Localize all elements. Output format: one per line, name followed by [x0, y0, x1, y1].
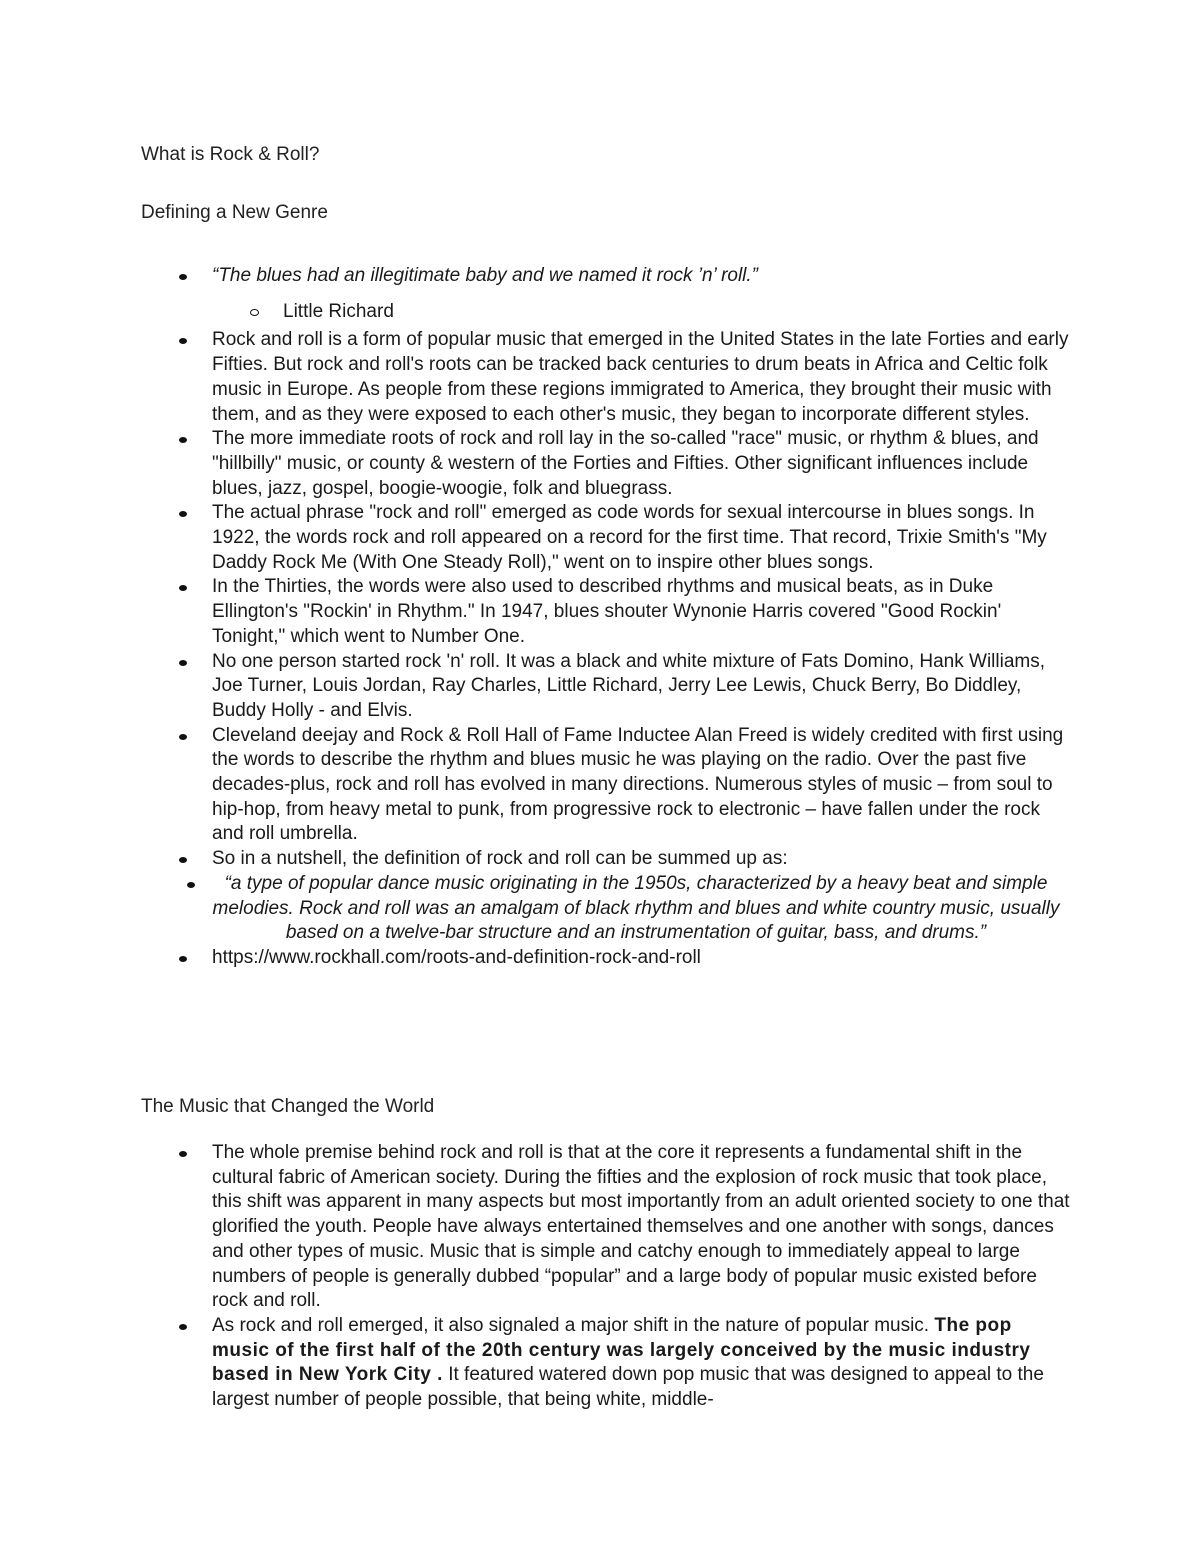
bullet-text: So in a nutshell, the definition of rock and roll can be summed up as: — [212, 848, 788, 870]
bullet-icon — [179, 1324, 187, 1330]
bullet-icon — [187, 882, 195, 888]
bullet-text: In the Thirties, the words were also used to described rhythms and musical beats, as in Duke Ellington's "Rockin' in Rhythm." In 1947, blues shouter Wynonie Harris covered "Good Rockin' Tonight," which went to Number One. — [212, 576, 1002, 647]
definition-text: “a type of popular dance music originating in the 1950s, characterized by a heavy beat and simple melodies. Rock and roll was an amalgam of black rhythm and blues and white country music, usually based on a twelve-bar structure and an instrumentation of guitar, bass, and drums.” — [212, 872, 1060, 944]
list-item-source — [0, 946, 1200, 971]
source-link[interactable]: https://www.rockhall.com/roots-and-definition-rock-and-roll — [212, 946, 701, 968]
section1-bullet-list — [0, 264, 1200, 971]
list-item-quote-author — [0, 300, 1200, 325]
list-item — [0, 427, 1200, 501]
bullet-text: The whole premise behind rock and roll is that at the core it represents a fundamental shift in the cultural fabric of American society. During the fifties and the explosion of rock music that took place, this shift was apparent in many aspects but most importantly from an adult oriented society to one that glorified the youth. People have always entertained themselves and one another with songs, dances and other types of music. Music that is simple and catchy enough to immediately appeal to large numbers of people is generally dubbed “popular” and a large body of popular music existed before rock and roll. — [212, 1142, 1070, 1312]
document-title: What is Rock & Roll? — [141, 144, 320, 165]
bullet-icon — [179, 338, 187, 344]
bullet-icon — [179, 1151, 187, 1157]
section-heading-music-changed: The Music that Changed the World — [141, 1096, 435, 1117]
bullet-icon — [179, 274, 187, 280]
bullet-text: Rock and roll is a form of popular music that emerged in the United States in the late Forties and early Fifties. But rock and roll's roots can be tracked back centuries to drum beats in Africa and Celtic folk music in Europe. As people from these regions immigrated to America, they brought their music with them, and as they were exposed to each other's music, they began to incorporate different styles. — [212, 329, 1069, 425]
bullet-icon — [179, 511, 187, 517]
bullet-text: The actual phrase "rock and roll" emerged as code words for sexual intercourse in blues songs. In 1922, the words rock and roll appeared on a record for the first time. That record, Trixie Smith's "My Daddy Rock Me (With One Steady Roll)," went on to inspire other blues songs. — [212, 502, 1047, 573]
quote-author: Little Richard — [283, 300, 394, 322]
list-item — [0, 847, 1200, 872]
bullet-text-intro: As rock and roll emerged, it also signaled a major shift in the nature of popular music. — [212, 1314, 935, 1336]
hollow-bullet-icon — [250, 309, 259, 316]
list-item — [0, 328, 1200, 427]
list-item-quote — [0, 264, 1200, 289]
list-item — [0, 1314, 1200, 1413]
bullet-text: No one person started rock 'n' roll. It was a black and white mixture of Fats Domino, Hank Williams, Joe Turner, Louis Jordan, Ray Charles, Little Richard, Jerry Lee Lewis, Chuck Berry, Bo Diddley, Buddy Holly - and Elvis. — [212, 650, 1046, 721]
bullet-icon — [179, 437, 187, 443]
bullet-icon — [179, 734, 187, 740]
bullet-icon — [179, 660, 187, 666]
list-item — [0, 724, 1200, 848]
bullet-icon — [179, 956, 187, 962]
list-item — [0, 501, 1200, 575]
list-item — [0, 1141, 1200, 1314]
bullet-text: The more immediate roots of rock and roll lay in the so-called "race" music, or rhythm & blues, and "hillbilly" music, or county & western of the Forties and Fifties. Other significant influences include blues, jazz, gospel, boogie-woogie, folk and bluegrass. — [212, 428, 1039, 499]
section2-bullet-list — [0, 1141, 1200, 1413]
list-item — [0, 650, 1200, 724]
list-item — [0, 575, 1200, 649]
list-item-definition — [0, 872, 1200, 946]
section-heading-defining: Defining a New Genre — [141, 202, 328, 223]
bullet-icon — [179, 585, 187, 591]
bullet-text: Cleveland deejay and Rock & Roll Hall of Fame Inductee Alan Freed is widely credited with first using the words to describe the rhythm and blues music he was playing on the radio. Over the past five decades-plus, rock and roll has evolved in many directions. Numerous styles of music – from soul to hip-hop, from heavy metal to punk, from progressive rock to electronic – have fallen under the rock and roll umbrella. — [212, 724, 1064, 845]
bullet-text-bold: The pop music of the first half of the 20th century was largely conceived by the music industry based in New York City . — [212, 1314, 1031, 1386]
quote-text: “The blues had an illegitimate baby and we named it rock ’n’ roll.” — [212, 265, 759, 286]
bullet-text-rest: It featured watered down pop music that was designed to appeal to the largest number of people possible, that being white, middle- — [212, 1364, 1044, 1411]
bullet-icon — [179, 857, 187, 863]
